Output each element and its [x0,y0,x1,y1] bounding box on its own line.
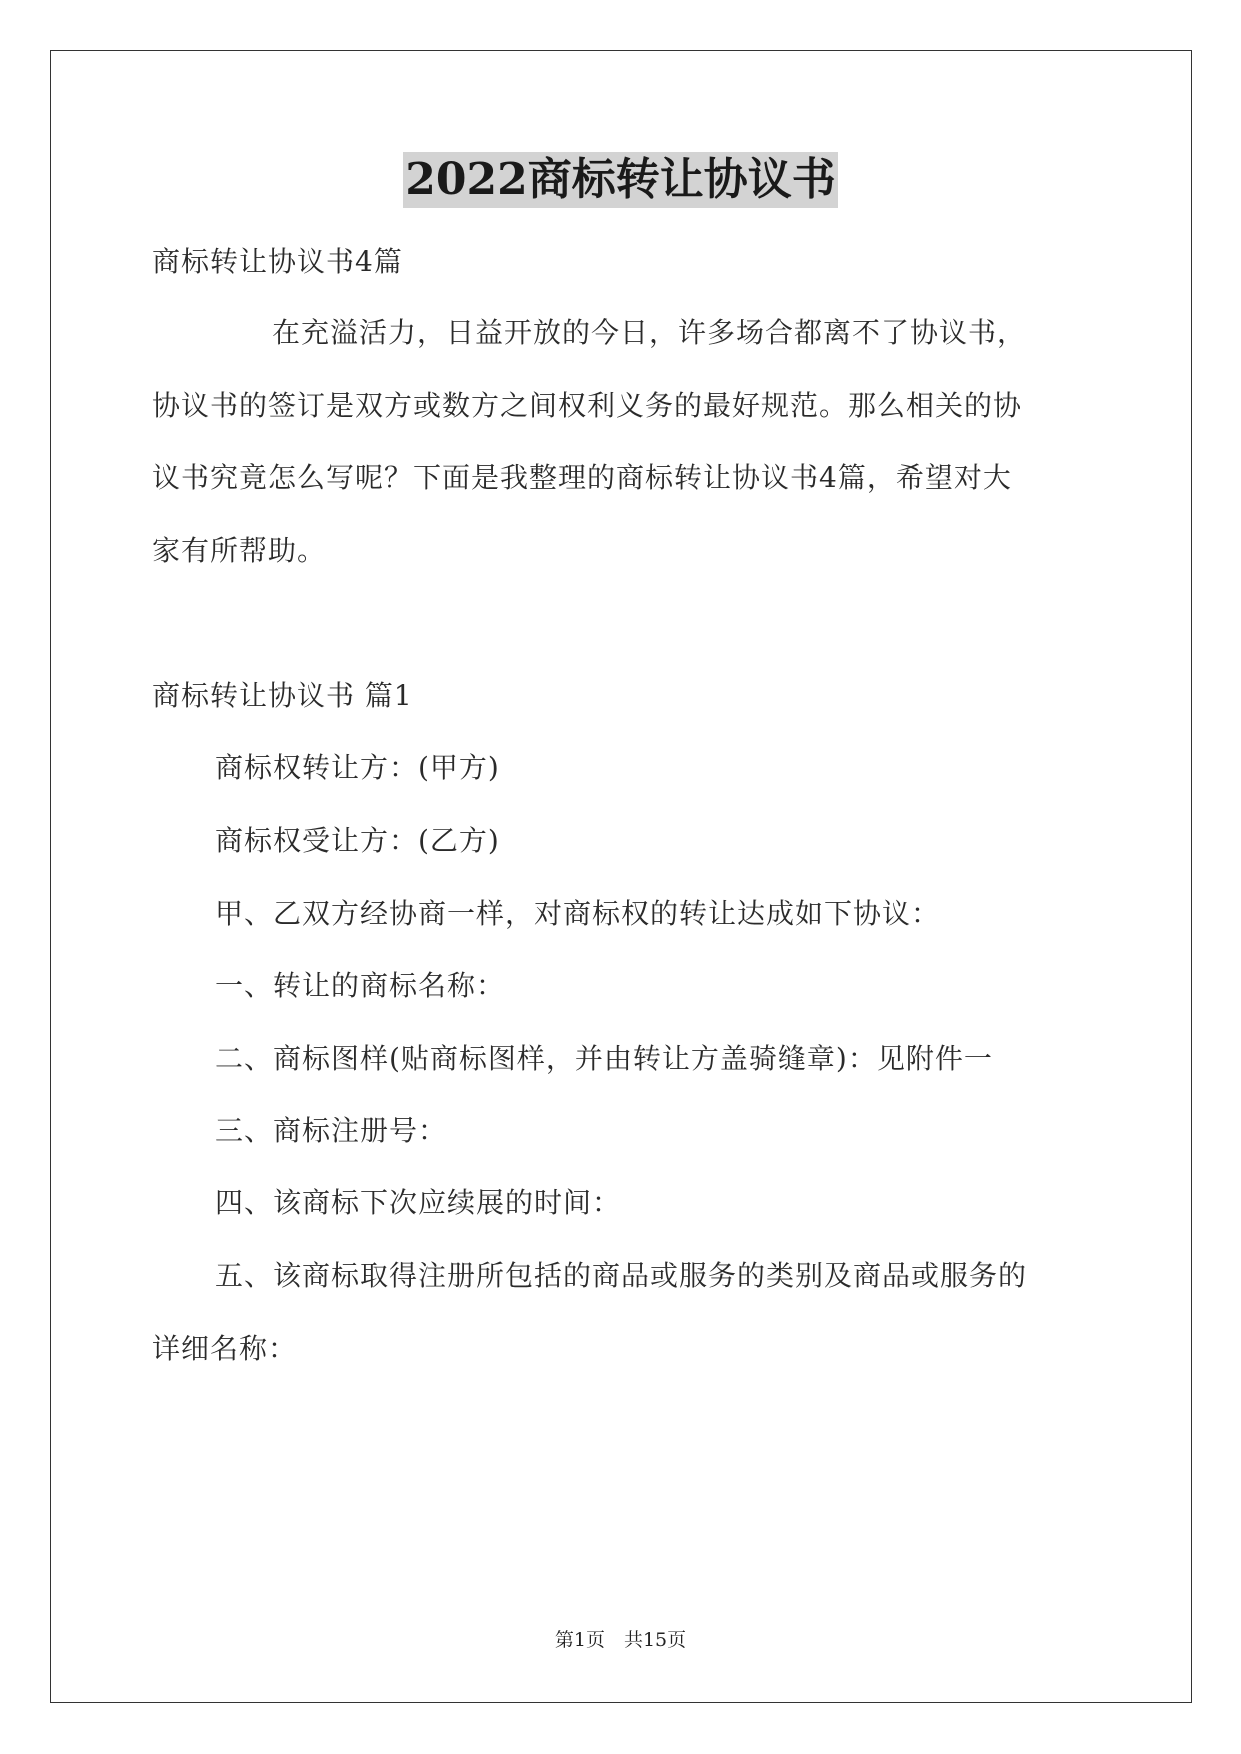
intro-line-1: 在充溢活力，日益开放的今日，许多场合都离不了协议书， [272,316,1027,349]
page-border [50,50,1192,1703]
body-line-5: 二、商标图样(贴商标图样，并由转让方盖骑缝章)：见附件一 [215,1042,993,1075]
section-heading: 商标转让协议书 篇1 [152,679,413,712]
body-line-3: 甲、乙双方经协商一样，对商标权的转让达成如下协议： [215,897,941,930]
body-line-9: 详细名称： [152,1332,298,1365]
document-subtitle: 商标转让协议书4篇 [152,245,403,278]
intro-line-4: 家有所帮助。 [152,534,327,567]
body-line-2: 商标权受让方：(乙方) [215,824,500,857]
body-line-1: 商标权转让方：(甲方) [215,751,500,784]
body-line-6: 三、商标注册号： [215,1114,448,1147]
body-line-7: 四、该商标下次应续展的时间： [215,1186,622,1219]
intro-line-2: 协议书的签订是双方或数方之间权利义务的最好规范。那么相关的协 [152,389,1023,422]
document-title-text: 2022商标转让协议书 [403,152,837,208]
body-line-8: 五、该商标取得注册所包括的商品或服务的类别及商品或服务的 [215,1259,1028,1292]
intro-line-3: 议书究竟怎么写呢？下面是我整理的商标转让协议书4篇，希望对大 [152,461,1012,494]
body-line-4: 一、转让的商标名称： [215,969,506,1002]
document-title [0,152,1241,208]
page-footer: 第1页 共15页 [554,1629,687,1651]
